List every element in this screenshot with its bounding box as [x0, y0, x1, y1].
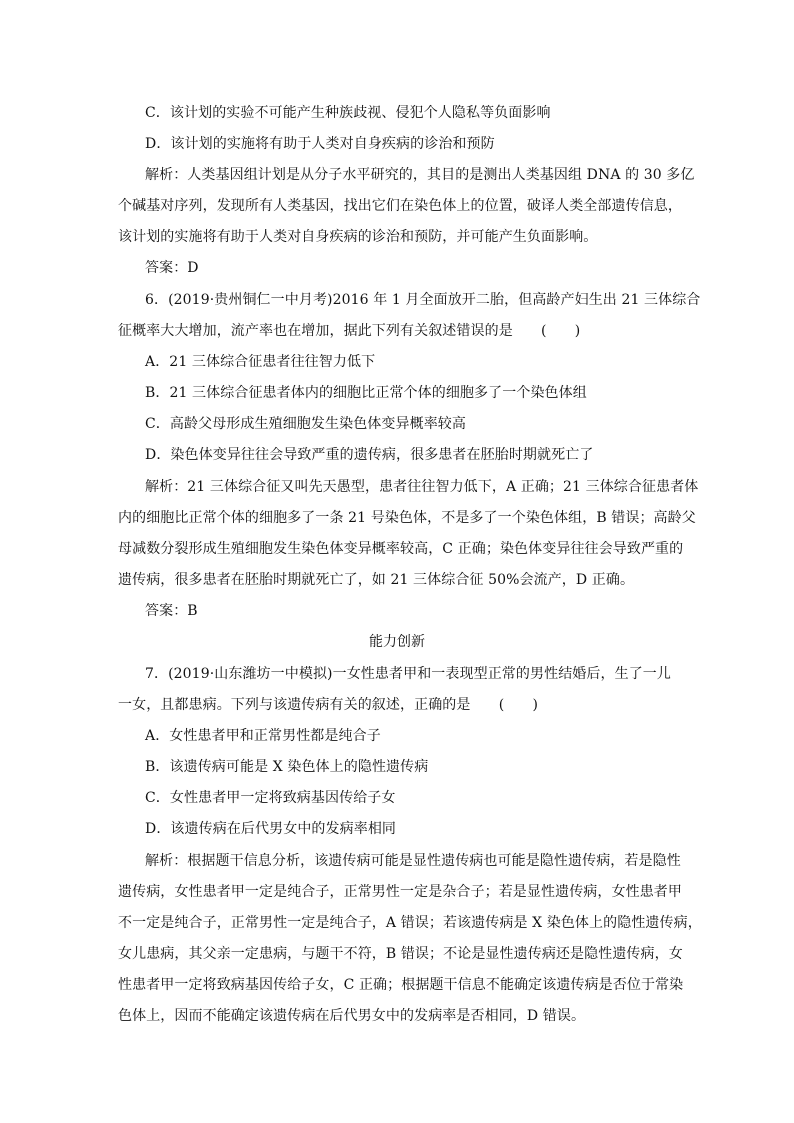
q6-stem-line-1: 6．(2019·贵州铜仁一中月考)2016 年 1 月全面放开二胎，但高龄产妇生出 21 三体综合	[145, 292, 701, 308]
q6-analysis-line-1: 解析：21 三体综合征又叫先天愚型，患者往往智力低下，A 正确；21 三体综合征患者体	[145, 479, 699, 495]
q7-analysis-line-1: 解析：根据题干信息分析，该遗传病可能是显性遗传病也可能是隐性遗传病，若是隐性	[145, 853, 681, 869]
q5-option-d: D．该计划的实施将有助于人类对自身疾病的诊治和预防	[145, 136, 495, 152]
section-title: 能力创新	[369, 634, 425, 650]
q5-analysis-line-3: 该计划的实施将有助于人类对自身疾病的诊治和预防，并可能产生负面影响。	[118, 229, 598, 245]
q7-option-b: B．该遗传病可能是 X 染色体上的隐性遗传病	[145, 759, 429, 775]
q6-analysis-line-4: 遗传病，很多患者在胚胎时期就死亡了，如 21 三体综合征 50%会流产，D 正确。	[118, 572, 635, 588]
q6-analysis-line-2: 内的细胞比正常个体的细胞多了一条 21 号染色体，不是多了一个染色体组，B 错误；高龄父	[118, 510, 696, 526]
q7-analysis-line-4: 女儿患病，其父亲一定患病，与题干不符，B 错误；不论是显性遗传病还是隐性遗传病，女	[118, 946, 683, 962]
q6-option-a: A．21 三体综合征患者往往智力低下	[145, 354, 376, 370]
q6-option-b: B．21 三体综合征患者体内的细胞比正常个体的细胞多了一个染色体组	[145, 385, 587, 401]
q7-stem-line-1: 7．(2019·山东潍坊一中模拟)一女性患者甲和一表现型正常的男性结婚后，生了一儿	[145, 666, 672, 682]
q5-answer: 答案：D	[145, 260, 199, 276]
q7-stem-line-2: 一女，且都患病。下列与该遗传病有关的叙述，正确的是 ( )	[118, 697, 539, 713]
q7-analysis-line-2: 遗传病，女性患者甲一定是纯合子，正常男性一定是杂合子；若是显性遗传病，女性患者甲	[118, 884, 682, 900]
q5-analysis-line-2: 个碱基对序列，发现所有人类基因，找出它们在染色体上的位置，破译人类全部遗传信息，	[118, 198, 682, 214]
q7-option-c: C．女性患者甲一定将致病基因传给子女	[145, 790, 396, 806]
q7-option-a: A．女性患者甲和正常男性都是纯合子	[145, 728, 381, 744]
q7-analysis-line-6: 色体上，因而不能确定该遗传病在后代男女中的发病率是否相同，D 错误。	[118, 1008, 586, 1024]
q6-option-c: C．高龄父母形成生殖细胞发生染色体变异概率较高	[145, 416, 467, 432]
q5-analysis-line-1: 解析：人类基因组计划是从分子水平研究的，其目的是测出人类基因组 DNA 的 30 多亿	[145, 167, 695, 183]
q7-analysis-line-5: 性患者甲一定将致病基因传给子女，C 正确；根据题干信息不能确定该遗传病是否位于常染	[118, 977, 684, 993]
q6-analysis-line-3: 母减数分裂形成生殖细胞发生染色体变异概率较高，C 正确；染色体变异往往会导致严重的	[118, 541, 684, 557]
q6-stem-line-2: 征概率大大增加，流产率也在增加，据此下列有关叙述错误的是 ( )	[118, 323, 581, 339]
q7-analysis-line-3: 不一定是纯合子，正常男性一定是纯合子，A 错误；若该遗传病是 X 染色体上的隐性遗传病，	[118, 915, 702, 931]
q5-option-c: C．该计划的实验不可能产生种族歧视、侵犯个人隐私等负面影响	[145, 105, 551, 121]
q6-answer: 答案：B	[145, 603, 198, 619]
q7-option-d: D．该遗传病在后代男女中的发病率相同	[145, 821, 397, 837]
q6-option-d: D．染色体变异往往会导致严重的遗传病，很多患者在胚胎时期就死亡了	[145, 447, 594, 463]
